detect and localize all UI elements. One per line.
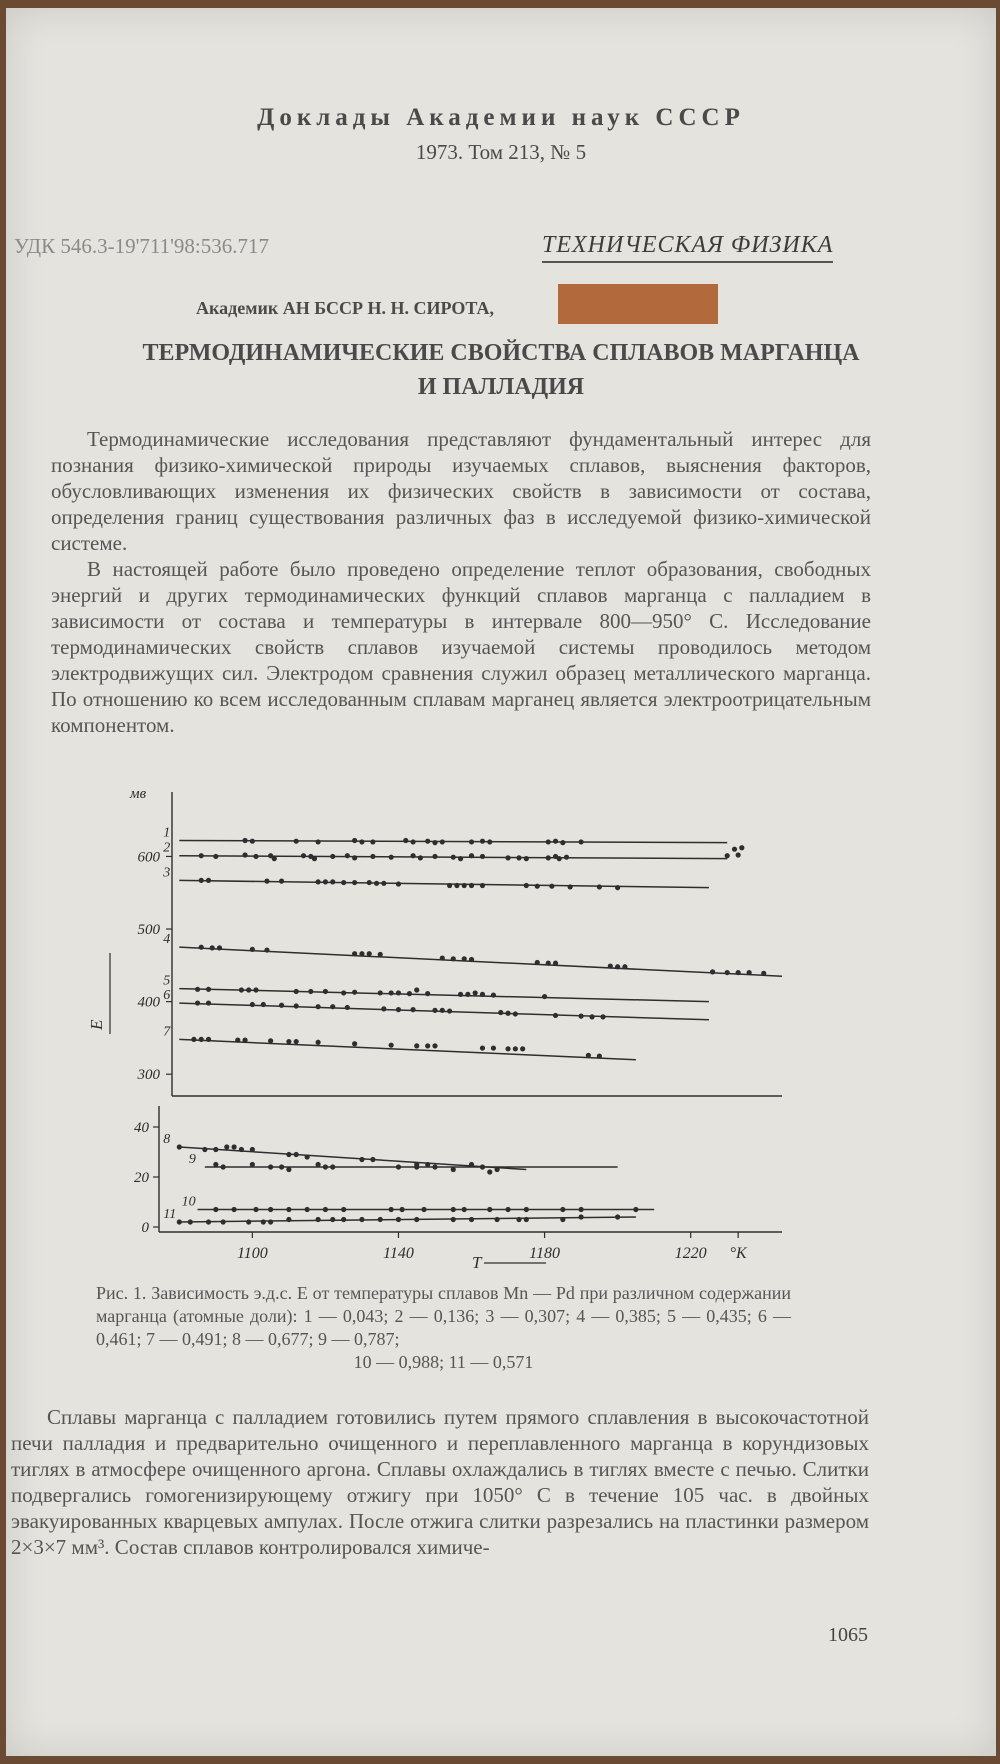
series-3-point xyxy=(615,885,620,890)
paragraph-intro: Термодинамические исследования представляют фундаментальный интерес для познания физико-химической природы изучаемых сплавов, выяснения факторов, обусловливающих изменения их физических свойств в зависимости от состава, определения границ существования различных фаз в исследуемой физико-химической системе. xyxy=(51,427,871,555)
series-1-point xyxy=(480,839,485,844)
series-7-point xyxy=(389,1043,394,1048)
series-3-point xyxy=(480,883,485,888)
series-9-point xyxy=(330,1164,335,1169)
series-5-point xyxy=(465,992,470,997)
series-5-point xyxy=(239,987,244,992)
series-11-point xyxy=(378,1217,383,1222)
series-2-point xyxy=(725,853,730,858)
series-11-label: 11 xyxy=(163,1207,177,1222)
series-2-point xyxy=(213,854,218,859)
series-5-point xyxy=(206,987,211,992)
series-2-point xyxy=(301,853,306,858)
series-7-point xyxy=(352,1041,357,1046)
series-11-point xyxy=(316,1217,321,1222)
series-5-line xyxy=(179,989,709,1002)
series-5-point xyxy=(195,987,200,992)
x-unit-label: °K xyxy=(729,1245,747,1262)
upper-y-tick-label: 300 xyxy=(137,1067,160,1084)
series-5-point xyxy=(407,991,412,996)
series-2-point xyxy=(272,856,277,861)
upper-y-tick-label: 600 xyxy=(137,849,160,866)
series-9-point xyxy=(279,1164,284,1169)
series-2-point xyxy=(505,855,510,860)
series-5-point xyxy=(480,992,485,997)
series-1-point xyxy=(359,839,364,844)
series-3-label: 3 xyxy=(163,865,171,881)
series-10-point xyxy=(451,1207,456,1212)
series-5-point xyxy=(491,992,496,997)
series-1-point xyxy=(250,839,255,844)
series-4-point xyxy=(747,970,752,975)
series-5-point xyxy=(246,987,251,992)
series-9-point xyxy=(396,1164,401,1169)
series-4-point xyxy=(378,952,383,957)
series-9-point xyxy=(480,1164,485,1169)
series-4-point xyxy=(535,960,540,965)
figure-caption xyxy=(96,1282,791,1374)
series-8-label: 8 xyxy=(163,1132,171,1147)
series-8-point xyxy=(250,1147,255,1152)
series-9-point xyxy=(221,1164,226,1169)
series-5-point xyxy=(352,990,357,995)
series-6-label: 6 xyxy=(163,988,171,1004)
series-6-point xyxy=(250,1002,255,1007)
series-6-point xyxy=(316,1004,321,1009)
series-10-point xyxy=(487,1207,492,1212)
series-7-point xyxy=(286,1039,291,1044)
journal-name: Доклады Академии наук СССР xyxy=(257,104,745,131)
series-6-point xyxy=(432,1008,437,1013)
series-2-point xyxy=(564,855,569,860)
series-11-point xyxy=(177,1219,182,1224)
series-2-point xyxy=(480,854,485,859)
series-3-point xyxy=(264,879,269,884)
series-4-point xyxy=(352,951,357,956)
caption-last-line: 10 — 0,988; 11 — 0,571 xyxy=(353,1352,534,1372)
series-3-point xyxy=(568,884,573,889)
series-10-point xyxy=(633,1207,638,1212)
series-3-point xyxy=(323,879,328,884)
series-7-line xyxy=(179,1039,636,1059)
series-7-point xyxy=(199,1037,204,1042)
series-2-point xyxy=(451,855,456,860)
x-tick-label: 1100 xyxy=(236,1245,268,1262)
series-11-point xyxy=(286,1217,291,1222)
series-6-point xyxy=(330,1004,335,1009)
series-2-point xyxy=(469,853,474,858)
series-11-point xyxy=(396,1217,401,1222)
series-5-point xyxy=(414,987,419,992)
series-10-point xyxy=(389,1207,394,1212)
series-4-point xyxy=(553,961,558,966)
series-3-point xyxy=(367,880,372,885)
series-2-point xyxy=(418,855,423,860)
paragraph-preparation: Сплавы марганца с палладием готовились путем прямого сплавления в высокочастотной печи палладия и предварительно очищенного и переплавленного марганца в корундизовых тиглях в атмосфере очищенного аргона. Сплавы охлаждались в тиглях вместе с печью. Слитки подвергались гомогенизирующему отжигу при 1050° С в течение 105 час. в двойных эвакуированных кварцевых ампулах. После отжига слитки разрезались на пластинки размером 2×3×7 мм³. Состав сплавов контролировался химиче- xyxy=(11,1405,869,1559)
series-10-point xyxy=(286,1207,291,1212)
series-4-point xyxy=(615,964,620,969)
page-number: 1065 xyxy=(828,1624,868,1646)
series-4-point xyxy=(250,947,255,952)
series-7-point xyxy=(268,1038,273,1043)
series-9-point xyxy=(494,1167,499,1172)
series-7-point xyxy=(206,1037,211,1042)
series-11-point xyxy=(516,1217,521,1222)
series-4-point xyxy=(440,955,445,960)
series-1-point xyxy=(432,840,437,845)
series-11-point xyxy=(341,1217,346,1222)
series-8-point xyxy=(177,1144,182,1149)
series-1-point xyxy=(440,839,445,844)
series-10-point xyxy=(560,1207,565,1212)
series-11-point xyxy=(524,1217,529,1222)
series-9-point xyxy=(213,1162,218,1167)
series-1-point xyxy=(352,838,357,843)
series-10-label: 10 xyxy=(181,1194,196,1210)
series-10-point xyxy=(323,1207,328,1212)
series-2-point xyxy=(458,856,463,861)
series-4-point xyxy=(264,947,269,952)
series-4-line xyxy=(179,947,782,976)
series-2-point xyxy=(557,856,562,861)
series-3-point xyxy=(341,880,346,885)
series-8-point xyxy=(224,1144,229,1149)
series-2-point xyxy=(253,854,258,859)
series-7-point xyxy=(235,1038,240,1043)
udc-code: УДК 546.3-19'711'98:536.717 xyxy=(14,234,269,258)
series-4-point xyxy=(761,971,766,976)
series-1-point xyxy=(546,839,551,844)
series-7-point xyxy=(242,1038,247,1043)
series-4-point xyxy=(210,945,215,950)
series-5-point xyxy=(323,989,328,994)
series-2-point xyxy=(546,855,551,860)
series-9-point xyxy=(414,1164,419,1169)
section-rubric: ТЕХНИЧЕСКАЯ ФИЗИКА xyxy=(542,232,833,263)
series-11-point xyxy=(615,1214,620,1219)
series-8-point xyxy=(305,1154,310,1159)
series-2-point xyxy=(370,854,375,859)
series-4-point xyxy=(736,970,741,975)
series-4-point xyxy=(546,961,551,966)
x-axis-label: T xyxy=(472,1253,482,1272)
series-6-point xyxy=(447,1008,452,1013)
series-7-point xyxy=(491,1045,496,1050)
series-2-point xyxy=(312,856,317,861)
paragraph-method: В настоящей работе было проведено определение теплот образования, свободных энергий и других термодинамических функций сплавов марганца с палладием в зависимости от состава и температуры в интервале 800—950° С. Исследование термодинамических свойств сплавов изучаемой системы проводилось методом электродвижущих сил. Электродом сравнения служил образец металлического марганца. По отношению ко всем исследованным сплавам марганец является электроотрицательным компонентом. xyxy=(51,557,871,737)
series-6-point xyxy=(345,1005,350,1010)
series-6-point xyxy=(294,1003,299,1008)
series-6-point xyxy=(206,1000,211,1005)
series-1-point xyxy=(739,845,744,850)
series-2-point xyxy=(516,855,521,860)
series-8-point xyxy=(294,1152,299,1157)
series-1-point xyxy=(560,840,565,845)
series-4-point xyxy=(217,945,222,950)
series-6-point xyxy=(600,1014,605,1019)
series-6-point xyxy=(410,1007,415,1012)
series-5-label: 5 xyxy=(163,973,171,989)
series-3-point xyxy=(447,883,452,888)
series-4-point xyxy=(462,956,467,961)
series-4-point xyxy=(367,951,372,956)
series-7-point xyxy=(294,1039,299,1044)
series-4-point xyxy=(359,951,364,956)
series-9-label: 9 xyxy=(188,1152,196,1167)
series-10-point xyxy=(579,1207,584,1212)
lower-y-tick-label: 0 xyxy=(141,1220,149,1236)
series-8-point xyxy=(370,1157,375,1162)
series-2-point xyxy=(199,853,204,858)
series-5-point xyxy=(378,990,383,995)
series-7-point xyxy=(425,1043,430,1048)
series-9-point xyxy=(268,1164,273,1169)
series-3-point xyxy=(206,878,211,883)
series-1-label: 1 xyxy=(163,825,171,841)
title-line-1: ТЕРМОДИНАМИЧЕСКИЕ СВОЙСТВА СПЛАВОВ МАРГАНЦА xyxy=(142,340,860,366)
lower-y-tick-label: 40 xyxy=(134,1120,149,1136)
series-11-point xyxy=(494,1217,499,1222)
series-10-point xyxy=(421,1207,426,1212)
series-5-point xyxy=(253,987,258,992)
series-3-point xyxy=(535,884,540,889)
series-1-point xyxy=(370,839,375,844)
series-10-point xyxy=(341,1207,346,1212)
caption-main: Рис. 1. Зависимость э.д.с. E от температуры сплавов Mn — Pd при различном содержании марганца (атомные доли): 1 — 0,043; 2 — 0,136; 3 — 0,307; 4 — 0,385; 5 — 0,435; 6 — 0,461; 7 — 0,491; 8 — 0,677; 9 — 0,787; xyxy=(96,1283,791,1349)
series-3-line xyxy=(179,880,709,887)
series-6-point xyxy=(261,1002,266,1007)
series-5-point xyxy=(389,990,394,995)
paper-page xyxy=(6,8,996,1756)
series-4-label: 4 xyxy=(163,932,171,948)
series-7-point xyxy=(520,1046,525,1051)
series-6-point xyxy=(381,1006,386,1011)
series-10-point xyxy=(524,1207,529,1212)
series-6-point xyxy=(579,1014,584,1019)
series-3-point xyxy=(454,883,459,888)
series-2-point xyxy=(330,854,335,859)
upper-y-tick-label: 500 xyxy=(137,922,160,939)
series-9-point xyxy=(323,1164,328,1169)
series-6-point xyxy=(498,1010,503,1015)
series-5-point xyxy=(308,989,313,994)
series-4-point xyxy=(608,963,613,968)
series-1-point xyxy=(469,839,474,844)
series-7-point xyxy=(586,1053,591,1058)
series-11-point xyxy=(451,1217,456,1222)
series-4-point xyxy=(451,956,456,961)
series-9-point xyxy=(250,1162,255,1167)
series-7-point xyxy=(480,1045,485,1050)
series-9-point xyxy=(286,1167,291,1172)
x-tick-label: 1180 xyxy=(529,1245,560,1262)
series-3-point xyxy=(316,879,321,884)
series-2-point xyxy=(389,855,394,860)
series-6-point xyxy=(279,1003,284,1008)
series-10-point xyxy=(231,1207,236,1212)
series-8-point xyxy=(231,1144,236,1149)
redaction-box xyxy=(558,284,718,324)
series-11-point xyxy=(221,1219,226,1224)
series-10-point xyxy=(505,1207,510,1212)
series-5-point xyxy=(425,991,430,996)
x-tick-label: 1220 xyxy=(674,1245,707,1262)
series-10-point xyxy=(400,1207,405,1212)
series-9-point xyxy=(487,1169,492,1174)
series-6-point xyxy=(195,1000,200,1005)
x-tick-label: 1140 xyxy=(383,1245,414,1262)
series-11-point xyxy=(261,1219,266,1224)
series-4-point xyxy=(622,964,627,969)
series-1-point xyxy=(579,839,584,844)
series-5-point xyxy=(473,990,478,995)
series-11-point xyxy=(268,1219,273,1224)
series-10-point xyxy=(305,1207,310,1212)
series-5-point xyxy=(396,990,401,995)
series-3-point xyxy=(462,883,467,888)
series-2-point xyxy=(736,852,741,857)
series-1-point xyxy=(732,847,737,852)
series-10-point xyxy=(268,1207,273,1212)
series-1-line xyxy=(179,840,727,842)
series-11-point xyxy=(330,1217,335,1222)
series-11-point xyxy=(188,1219,193,1224)
series-5-point xyxy=(294,989,299,994)
series-7-point xyxy=(505,1046,510,1051)
series-2-point xyxy=(345,853,350,858)
series-6-point xyxy=(513,1011,518,1016)
upper-y-tick-label: 400 xyxy=(137,994,160,1011)
series-7-point xyxy=(414,1043,419,1048)
author-line: Академик АН БССР Н. Н. СИРОТА, xyxy=(196,298,494,318)
series-4-point xyxy=(469,957,474,962)
journal-issue: 1973. Том 213, № 5 xyxy=(415,140,587,164)
series-7-point xyxy=(191,1037,196,1042)
series-1-point xyxy=(316,839,321,844)
series-8-point xyxy=(213,1147,218,1152)
series-5-point xyxy=(542,994,547,999)
series-11-point xyxy=(359,1217,364,1222)
series-1-point xyxy=(487,839,492,844)
series-8-point xyxy=(286,1152,291,1157)
series-7-point xyxy=(316,1040,321,1045)
series-2-point xyxy=(242,852,247,857)
series-2-point xyxy=(432,854,437,859)
series-11-point xyxy=(560,1217,565,1222)
series-8-point xyxy=(359,1157,364,1162)
series-2-point xyxy=(352,855,357,860)
series-3-point xyxy=(524,883,529,888)
series-2-point xyxy=(524,856,529,861)
series-1-point xyxy=(403,838,408,843)
series-7-label: 7 xyxy=(163,1024,171,1040)
series-1-point xyxy=(410,839,415,844)
series-11-point xyxy=(414,1217,419,1222)
series-8-point xyxy=(202,1147,207,1152)
series-6-point xyxy=(553,1013,558,1018)
series-7-point xyxy=(432,1043,437,1048)
series-1-point xyxy=(294,839,299,844)
series-6-point xyxy=(396,1007,401,1012)
series-3-point xyxy=(352,880,357,885)
series-4-point xyxy=(199,945,204,950)
series-7-point xyxy=(597,1053,602,1058)
series-3-point xyxy=(330,879,335,884)
series-6-point xyxy=(589,1014,594,1019)
series-8-point xyxy=(239,1147,244,1152)
series-4-point xyxy=(710,969,715,974)
series-9-point xyxy=(469,1162,474,1167)
series-5-point xyxy=(341,990,346,995)
series-11-point xyxy=(579,1214,584,1219)
article-title xyxy=(6,336,996,404)
series-1-point xyxy=(242,838,247,843)
emf-temperature-chart xyxy=(6,778,996,1273)
series-7-point xyxy=(513,1046,518,1051)
series-2-label: 2 xyxy=(163,840,171,856)
y-unit-label: мв xyxy=(130,786,147,802)
series-3-point xyxy=(549,884,554,889)
series-11-point xyxy=(469,1217,474,1222)
series-10-point xyxy=(253,1207,258,1212)
series-6-point xyxy=(440,1008,445,1013)
title-line-2: И ПАЛЛАДИЯ xyxy=(417,374,585,400)
series-3-point xyxy=(199,878,204,883)
series-3-point xyxy=(381,881,386,886)
series-11-point xyxy=(246,1219,251,1224)
series-9-point xyxy=(316,1162,321,1167)
series-11-point xyxy=(206,1219,211,1224)
series-10-point xyxy=(462,1207,467,1212)
series-10-point xyxy=(213,1207,218,1212)
series-1-point xyxy=(553,839,558,844)
series-4-point xyxy=(725,970,730,975)
series-5-point xyxy=(458,992,463,997)
series-3-point xyxy=(396,881,401,886)
series-1-point xyxy=(425,839,430,844)
series-3-point xyxy=(279,879,284,884)
series-3-point xyxy=(469,883,474,888)
series-2-point xyxy=(410,853,415,858)
lower-y-tick-label: 20 xyxy=(134,1170,149,1186)
series-3-point xyxy=(374,881,379,886)
y-axis-label: E xyxy=(87,1019,106,1030)
series-8-line xyxy=(179,1147,526,1170)
series-3-point xyxy=(597,884,602,889)
series-6-point xyxy=(505,1011,510,1016)
